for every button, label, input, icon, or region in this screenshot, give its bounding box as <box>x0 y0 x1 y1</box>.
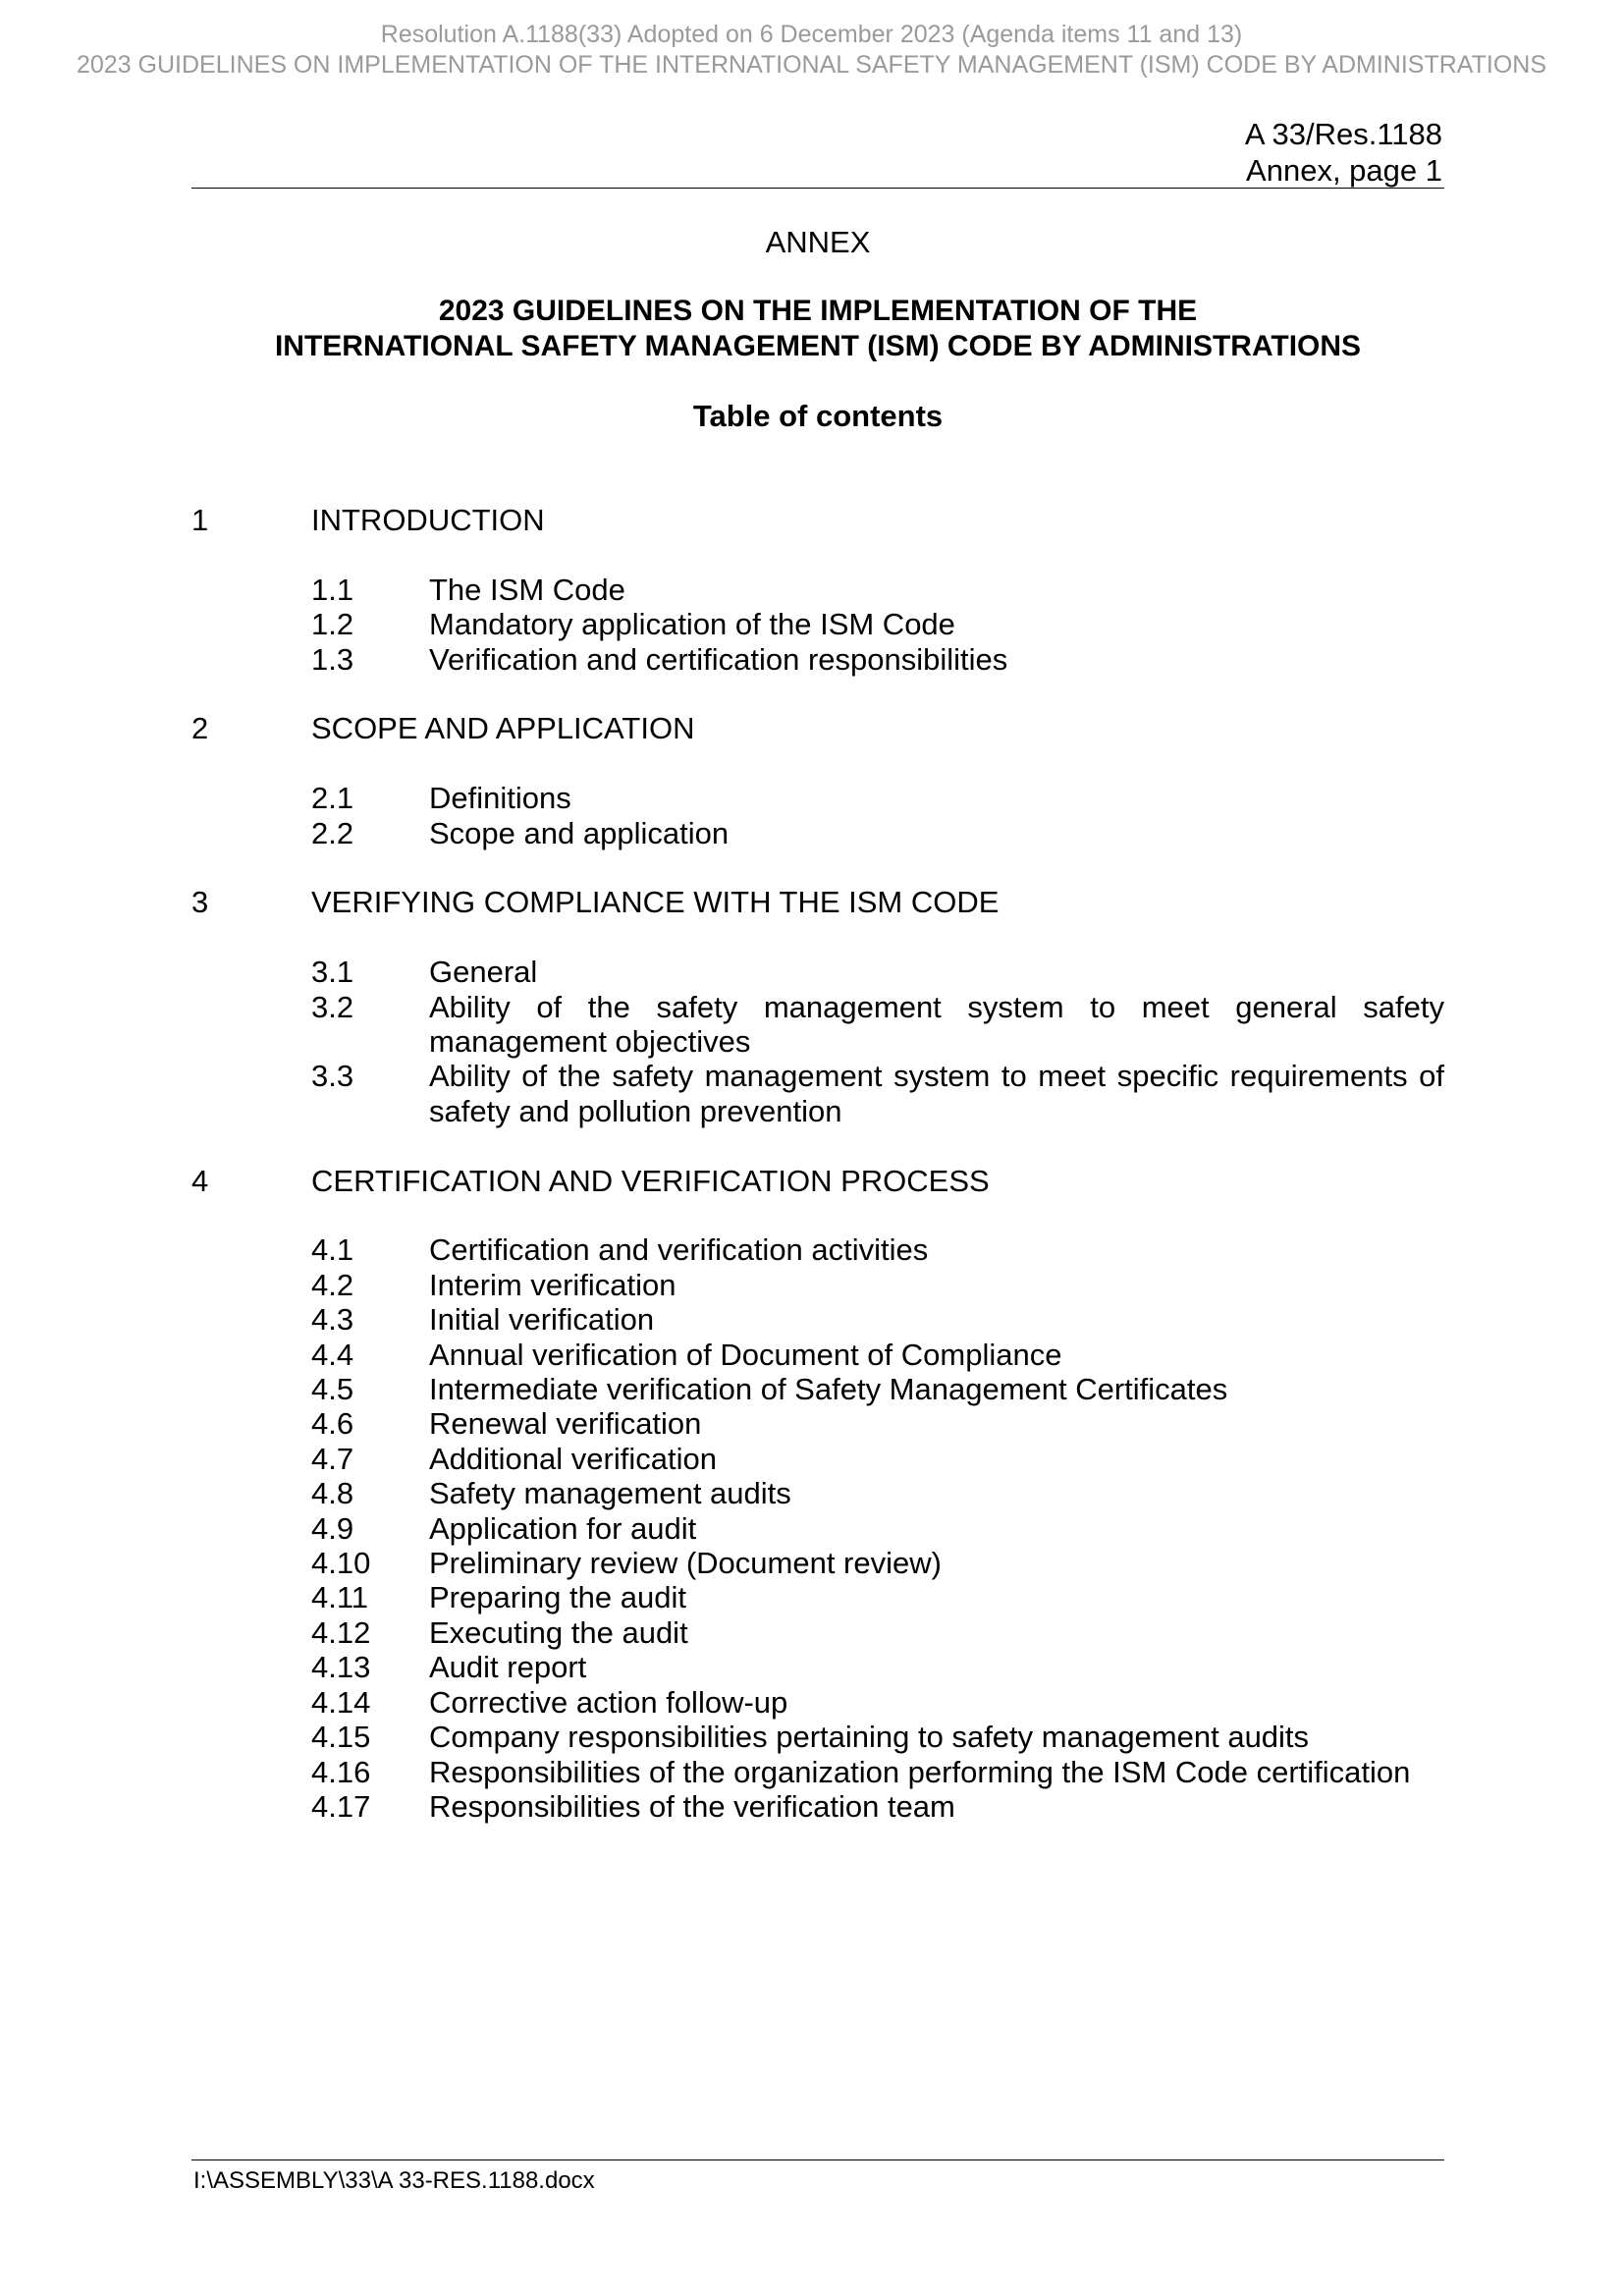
toc-entry-title: Scope and application <box>429 815 730 850</box>
toc-subsection-list <box>311 781 1444 850</box>
toc-entry-title: Intermediate verification of Safety Management Certificates <box>429 1372 1228 1407</box>
toc-entry-number: 1.1 <box>311 572 354 607</box>
toc-entry-title: Application for audit <box>429 1510 697 1546</box>
toc-entry-title: Responsibilities of the verification team <box>429 1788 955 1824</box>
toc-entry-title: Preparing the audit <box>429 1580 686 1615</box>
toc-entry <box>311 1789 1444 1824</box>
toc-section-title: VERIFYING COMPLIANCE WITH THE ISM CODE <box>311 885 1000 920</box>
toc-entry-title: The ISM Code <box>429 572 625 607</box>
toc-entry-number: 2.2 <box>311 815 354 850</box>
toc-subsection-list <box>311 955 1444 1128</box>
toc-entry-number: 4.11 <box>311 1580 369 1615</box>
toc-entry <box>311 1720 1444 1754</box>
toc-entry-number: 3.3 <box>311 1059 354 1094</box>
toc-section <box>191 885 1444 1128</box>
toc-entry <box>311 1302 1444 1337</box>
toc-entry <box>311 1406 1444 1441</box>
toc-entry-title: General <box>429 955 538 990</box>
toc-entry-title: Executing the audit <box>429 1614 688 1650</box>
toc-entry-number: 4.17 <box>311 1788 371 1824</box>
toc-section <box>191 711 1444 850</box>
toc-entry-title: Certification and verification activities <box>429 1232 929 1268</box>
toc-entry-number: 4.7 <box>311 1441 354 1476</box>
toc-section-heading <box>191 1164 1444 1198</box>
toc-entry <box>311 1372 1444 1406</box>
toc-section-heading <box>191 885 1444 919</box>
toc-heading: Table of contents <box>692 399 944 433</box>
toc-entry-number: 4.9 <box>311 1510 354 1546</box>
toc-entry <box>311 573 1444 607</box>
toc-section-title: CERTIFICATION AND VERIFICATION PROCESS <box>311 1163 990 1198</box>
document-title-line-1: 2023 GUIDELINES ON THE IMPLEMENTATION OF THE <box>438 295 1198 327</box>
toc-subsection-list <box>311 1232 1444 1824</box>
toc-entry-number: 1.3 <box>311 641 354 677</box>
toc-entry-number: 2.1 <box>311 781 354 816</box>
toc-entry-title: Audit report <box>429 1650 587 1685</box>
toc-entry-title: Annual verification of Document of Compliance <box>429 1337 1062 1372</box>
page-reference: Annex, page 1 <box>1246 153 1442 188</box>
toc-entry-title: Definitions <box>429 781 571 816</box>
toc-entry-number: 4.8 <box>311 1476 354 1511</box>
toc-section-number: 3 <box>191 885 209 920</box>
footer-file-path: I:\ASSEMBLY\33\A 33-RES.1188.docx <box>193 2167 595 2194</box>
toc-entry <box>311 1580 1444 1614</box>
toc-section-number: 1 <box>191 503 209 537</box>
toc-section-title: INTRODUCTION <box>311 503 545 537</box>
toc-entry-number: 4.16 <box>311 1754 371 1789</box>
doc-ref-number: A 33/Res.1188 <box>1244 117 1442 151</box>
toc-entry-title: Interim verification <box>429 1267 676 1302</box>
toc-entry-title: Initial verification <box>429 1302 655 1338</box>
toc-entry <box>311 781 1444 815</box>
watermark-title-line: 2023 GUIDELINES ON IMPLEMENTATION OF THE INTERNATIONAL SAFETY MANAGEMENT (ISM) CODE BY ADMINISTRATIONS <box>77 51 1546 79</box>
toc-entry-title: Company responsibilities pertaining to safety management audits <box>429 1720 1310 1755</box>
toc-entry <box>311 607 1444 641</box>
toc-entry <box>311 1268 1444 1302</box>
toc-entry <box>311 1442 1444 1476</box>
toc-entry <box>311 1685 1444 1720</box>
annex-label: ANNEX <box>765 225 871 259</box>
toc-entry-number: 4.14 <box>311 1684 371 1720</box>
toc-entry-number: 4.2 <box>311 1267 354 1302</box>
toc-entry-number: 4.13 <box>311 1650 371 1685</box>
toc-entry <box>311 1059 1444 1128</box>
toc-entry-title: Renewal verification <box>429 1406 702 1442</box>
watermark-resolution-line: Resolution A.1188(33) Adopted on 6 December 2023 (Agenda items 11 and 13) <box>380 21 1243 48</box>
document-title-line-2: INTERNATIONAL SAFETY MANAGEMENT (ISM) CODE BY ADMINISTRATIONS <box>274 330 1362 362</box>
toc-entry-number: 4.15 <box>311 1720 371 1755</box>
toc-entry-title: Corrective action follow-up <box>429 1684 788 1720</box>
header-divider <box>191 188 1444 189</box>
toc-entry-number: 3.2 <box>311 989 354 1024</box>
toc-section <box>191 1164 1444 1825</box>
toc-entry <box>311 1615 1444 1650</box>
toc-entry <box>311 816 1444 850</box>
toc-entry-title: Additional verification <box>429 1441 717 1476</box>
toc-entry <box>311 1755 1444 1789</box>
toc-entry-number: 4.6 <box>311 1406 354 1442</box>
document-reference <box>1245 116 1442 189</box>
toc-entry-number: 4.12 <box>311 1614 371 1650</box>
toc-entry-number: 4.10 <box>311 1546 371 1581</box>
toc-entry-number: 4.1 <box>311 1232 354 1268</box>
toc-entry-title: Verification and certification responsibilities <box>429 641 1008 677</box>
toc-section-number: 4 <box>191 1163 209 1198</box>
toc-entry <box>311 1232 1444 1267</box>
toc-section-title: SCOPE AND APPLICATION <box>311 711 695 746</box>
toc-entry <box>311 1546 1444 1580</box>
toc-entry-title: Ability of the safety management system to meet specific requirements of safety and pollution prevention <box>429 1059 1444 1128</box>
toc-entry-number: 3.1 <box>311 955 354 990</box>
toc-entry <box>311 1338 1444 1372</box>
toc-entry-title: Mandatory application of the ISM Code <box>429 607 955 642</box>
toc-section <box>191 503 1444 677</box>
toc-entry-number: 4.5 <box>311 1372 354 1407</box>
toc-section-number: 2 <box>191 711 209 746</box>
toc-section-heading <box>191 503 1444 537</box>
toc-entry <box>311 642 1444 677</box>
toc-entry-number: 4.3 <box>311 1302 354 1338</box>
toc-entry-title: Safety management audits <box>429 1476 791 1511</box>
toc-entry-title: Preliminary review (Document review) <box>429 1546 942 1581</box>
toc-entry-number: 1.2 <box>311 607 354 642</box>
document-title <box>191 294 1444 364</box>
toc-entry <box>311 955 1444 989</box>
toc-entry <box>311 1476 1444 1510</box>
toc-entry-title: Responsibilities of the organization performing the ISM Code certification <box>429 1754 1411 1789</box>
toc-subsection-list <box>311 573 1444 677</box>
toc-entry-title: Ability of the safety management system to meet general safety management objectives <box>429 989 1444 1060</box>
footer-divider <box>191 2159 1444 2160</box>
toc-section-heading <box>191 711 1444 745</box>
toc-entry <box>311 990 1444 1060</box>
toc-entry <box>311 1650 1444 1684</box>
toc-entry <box>311 1511 1444 1546</box>
table-of-contents <box>191 503 1444 1859</box>
toc-entry-number: 4.4 <box>311 1337 354 1372</box>
